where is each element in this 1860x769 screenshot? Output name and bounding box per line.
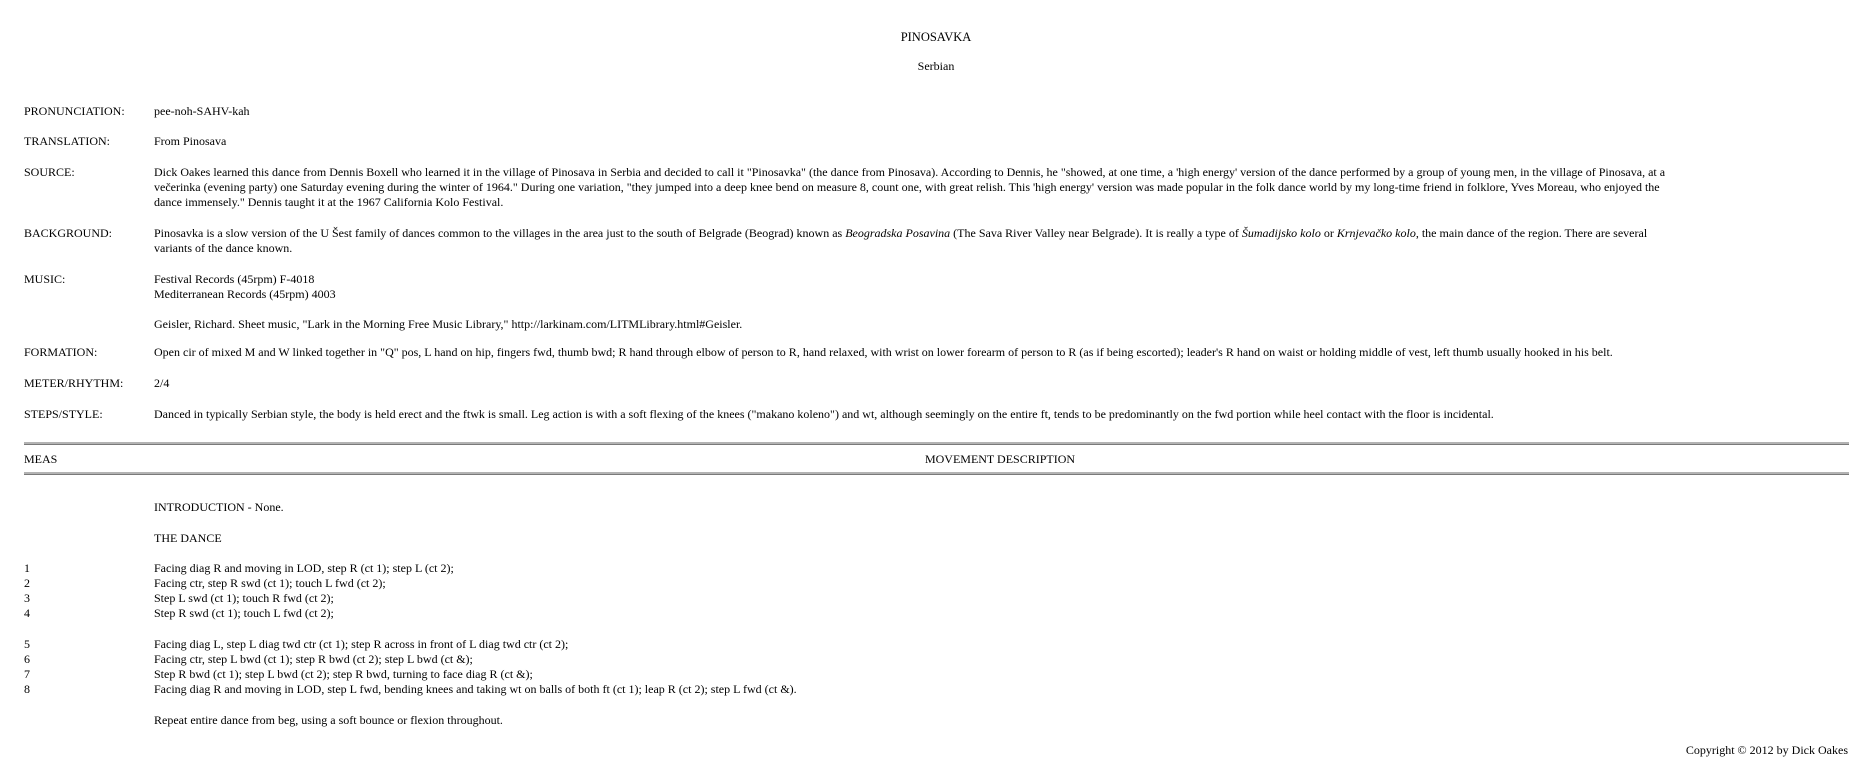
meter-label: METER/RHYTHM: [24,376,124,390]
pronunciation-value: pee-noh-SAHV-kah [154,104,250,118]
measure-number: 4 [24,606,30,620]
source-line: večerinka (evening party) one Saturday evening during the winter of 1964." During one variation, "they jumped into a deep knee bend on measure 8, count one, with great relish. This 'high energy' version was made popular in the folk dance world by my long-time friend in folklore, Yves Moreau, who enjoyed the [154,180,1660,194]
background-text: (The Sava River Valley near Belgrade). It is really a type of [950,226,1242,240]
background-text: or [1320,226,1337,240]
meter-value: 2/4 [154,376,170,390]
measure-number: 6 [24,652,30,666]
repeat-text: Repeat entire dance from beg, using a soft bounce or flexion throughout. [154,713,503,727]
measure-number: 7 [24,667,30,681]
introduction-text: INTRODUCTION - None. [154,500,284,514]
music-sheet: Geisler, Richard. Sheet music, "Lark in the Morning Free Music Library," http://larkinam.com/LITMLibrary.html#Geisler. [154,317,743,331]
measure-number: 2 [24,576,30,590]
background-italic: Šumadijsko kolo [1241,226,1321,240]
background-text: Pinosavka is a slow version of the U Šest family of dances common to the villages in the area just to the south of Belgrade (Beograd) known as [154,226,846,240]
steps-value: Danced in typically Serbian style, the body is held erect and the ftwk is small. Leg action is with a soft flexing of the knees ("makano koleno") and wt, although seemingly on the entire ft, tends to be predominantly on the fwd portion while heel contact with the floor is incidental. [154,407,1494,421]
source-value [154,165,1844,210]
background-line [154,226,1844,241]
measure-number: 5 [24,637,30,651]
background-value [154,226,1844,256]
header-top-rule [24,442,1849,445]
source-label: SOURCE: [24,165,75,179]
source-line: Dick Oakes learned this dance from Dennis Boxell who learned it in the village of Pinosava in Serbia and decided to call it "Pinosavka" (the dance from Pinosava). According to Dennis, he "showed, at one time, a 'high energy' version of the dance performed by a group of young men, in the village of Pinosava, at a [154,165,1666,179]
meas-header: MEAS [24,452,58,466]
measure-description: Facing diag R and moving in LOD, step R (ct 1); step L (ct 2); [154,561,454,575]
measure-description: Facing ctr, step R swd (ct 1); touch L fwd (ct 2); [154,576,386,590]
measure-number: 1 [24,561,30,575]
steps-label: STEPS/STYLE: [24,407,103,421]
formation-value: Open cir of mixed M and W linked together in "Q" pos, L hand on hip, fingers fwd, thumb bwd; R hand through elbow of person to R, hand relaxed, with wrist on lower forearm of person to R (as if being escorted); leader's R hand on waist or holding middle of vest, left thumb usually hooked in his belt. [154,345,1613,359]
measure-description: Step R swd (ct 1); touch L fwd (ct 2); [154,606,334,620]
section-heading: THE DANCE [154,531,222,545]
measure-description: Facing diag R and moving in LOD, step L fwd, bending knees and taking wt on balls of both ft (ct 1); leap R (ct 2); step L fwd (ct &). [154,682,797,696]
translation-label: TRANSLATION: [24,134,110,148]
measure-number: 3 [24,591,30,605]
header-bottom-rule [24,472,1849,475]
measure-number: 8 [24,682,30,696]
translation-value: From Pinosava [154,134,227,148]
page-title: PINOSAVKA [900,30,972,44]
copyright-notice: Copyright © 2012 by Dick Oakes [1685,743,1848,757]
source-line: dance immensely." Dennis taught it at the 1967 California Kolo Festival. [154,195,504,209]
measure-description: Step R bwd (ct 1); step L bwd (ct 2); step R bwd, turning to face diag R (ct &); [154,667,533,681]
measure-description: Facing ctr, step L bwd (ct 1); step R bwd (ct 2); step L bwd (ct &); [154,652,473,666]
movement-description-header: MOVEMENT DESCRIPTION [924,452,1076,466]
background-text: , the main dance of the region. There are several [1415,226,1648,240]
measure-description: Step L swd (ct 1); touch R fwd (ct 2); [154,591,334,605]
music-label: MUSIC: [24,272,66,286]
music-value [154,272,1844,332]
pronunciation-label: PRONUNCIATION: [24,104,125,118]
background-label: BACKGROUND: [24,226,113,240]
background-line: variants of the dance known. [154,241,293,255]
background-italic: Beogradska Posavina [845,226,951,240]
formation-label: FORMATION: [24,345,98,359]
measure-description: Facing diag L, step L diag twd ctr (ct 1); step R across in front of L diag twd ctr (ct 2); [154,637,569,651]
music-record: Festival Records (45rpm) F-4018 [154,272,315,286]
page-subtitle: Serbian [917,59,955,73]
music-record: Mediterranean Records (45rpm) 4003 [154,287,336,301]
background-italic: Krnjevačko kolo [1336,226,1416,240]
